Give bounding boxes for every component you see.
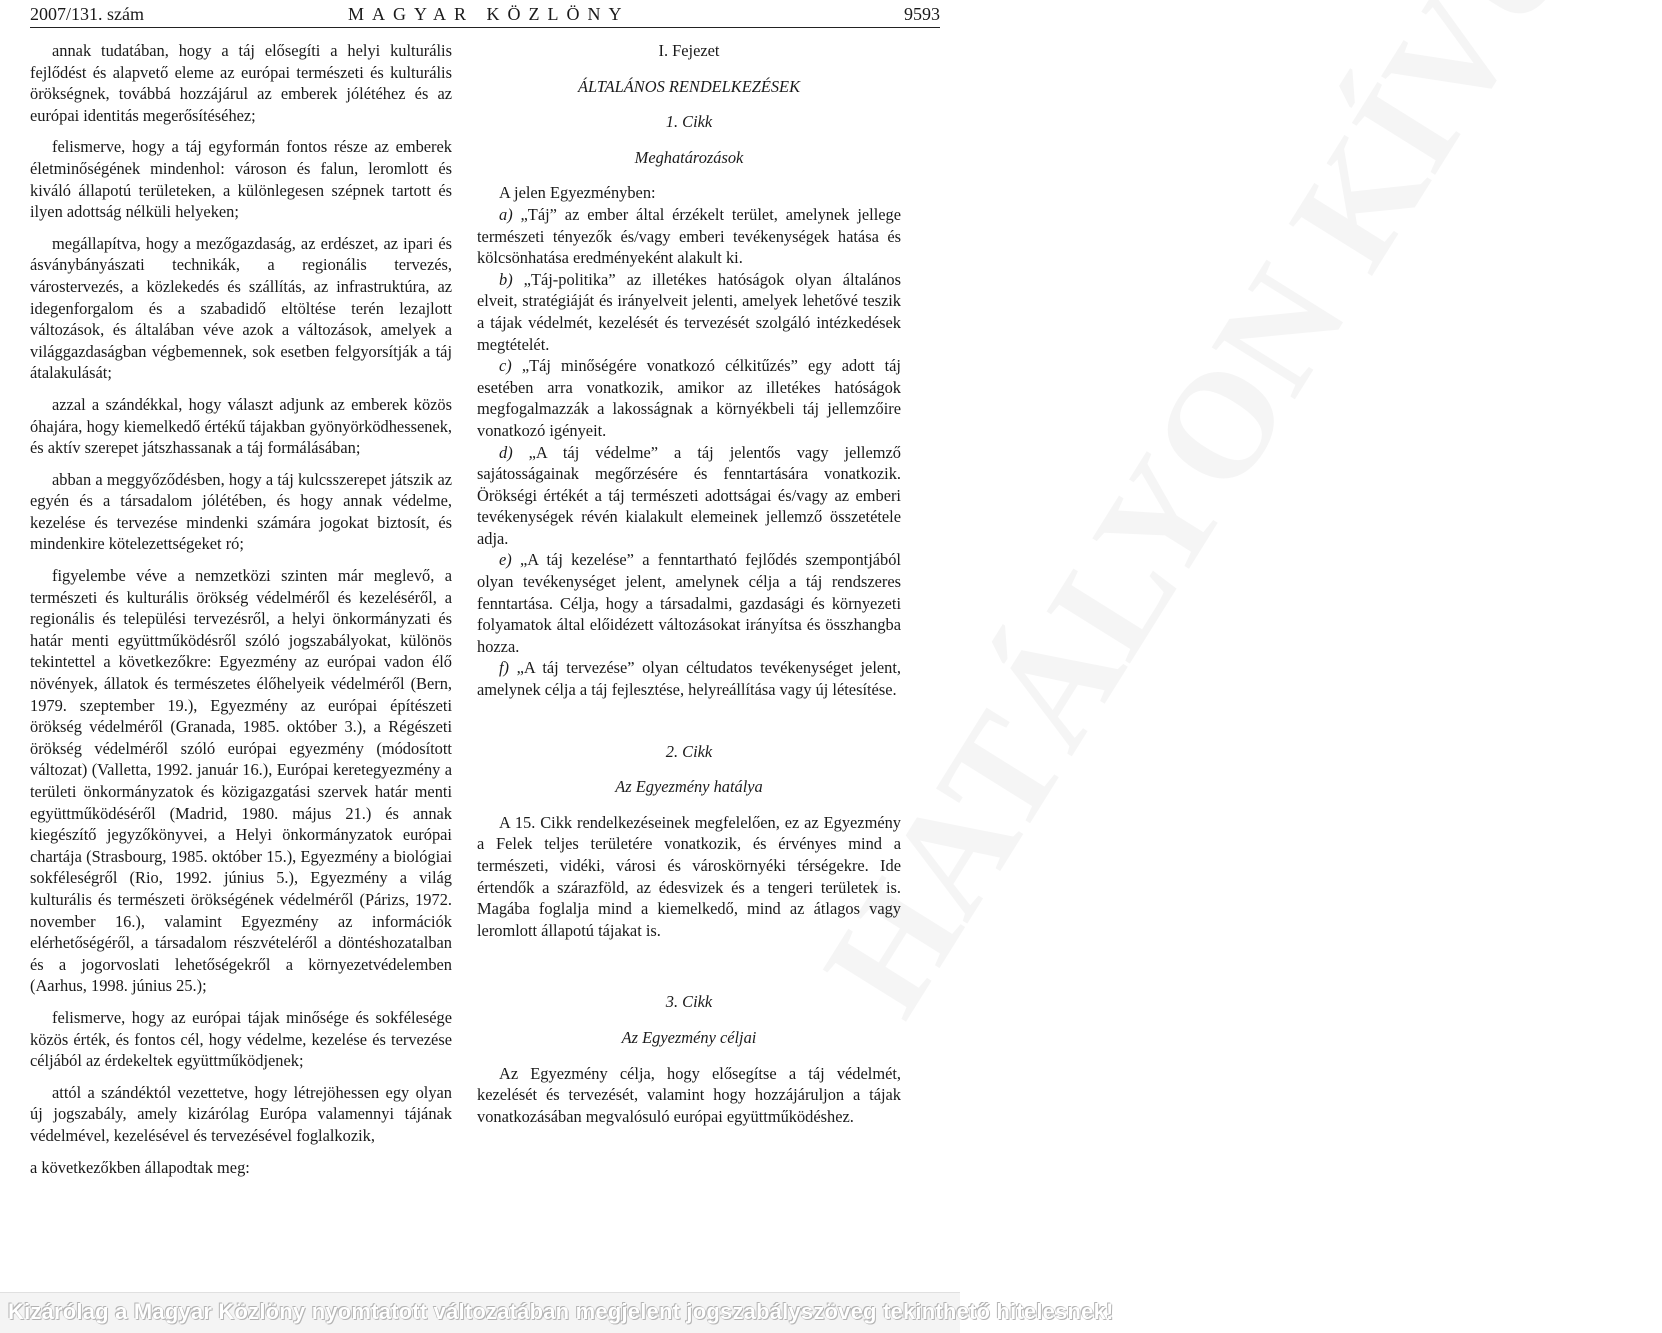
definition-f [477,657,901,700]
preamble-closing: a következőkben állapodtak meg: [30,1157,250,1177]
preamble-paragraph: felismerve, hogy a táj egyformán fontos része az emberek életminőségének mindenhol: városon és falun, leromlott és kiváló állapotú területeken, a különlegesen szépnek tartott és ilyen adottság nélküli helyeken; [30,137,452,222]
article-2-heading: 2. Cikk [665,741,713,761]
definition-letter: d) [499,442,513,462]
preamble-paragraph: figyelembe véve a nemzetközi szinten már meglevő, a természeti és kulturális örökség védelméről és kezeléséről, a regionális és települési tervezésről, a helyi önkormányzati és határ menti együttműködésről szóló jogszabályokat, különös tekintettel a következőkre: Egyezmény az európai vadon élő növények, állatok és természetes élőhelyeik védelméről (Bern, 1979. szeptember 19.), Egyezmény az európai építészeti örökség védelméről (Granada, 1985. október 3.), a Régészeti örökség védelméről szóló európai egyezmény (módosított változat) (Valletta, 1992. január 16.), Európai keretegyezmény a területi önkormányzatok és közigazgatási szervek határ menti együttműködéséről (Madrid, 1980. május 21.) és annak kiegészítő jegyzőkönyvei, a Helyi önkormányzatok európai chartája (Strasbourg, 1985. október 15.), Egyezmény a biológiai sokféleségről (Rio, 1992. június 5.), Egyezmény a világ kulturális és természeti örökségének védelméről (Párizs, 1972. november 16.), valamint Egyezmény az információk elérhetőségéről, a társadalom részvételéről a döntéshozatalban és a jogorvoslati lehetőségekről a környezetvédelemben (Aarhus, 1998. június 25.); [30,566,452,996]
definition-e [477,549,901,657]
article-3-text: Az Egyezmény célja, hogy elősegítse a táj védelmét, kezelését és tervezését, valamint hogy hozzájáruljon a tájak vonatkozásában megvalósuló európai együttműködéshez. [477,1063,901,1126]
definition-text: „A táj védelme” a táj jelentős vagy jellemző sajátosságainak megőrzésére és fenntartására vonatkozik. Örökségi értékét a táj természeti adottságai és/vagy az emberi tevékenységek révén kialakult elemeinek jellemző összetétele adja. [477,442,901,548]
right-column [477,40,901,1137]
definition-b [477,269,901,355]
definition-letter: b) [499,269,513,289]
article-1-heading: 1. Cikk [665,112,713,132]
chapter-heading: I. Fejezet [658,41,720,60]
definition-text: „Táj minőségére vonatkozó célkitűzés” egy adott táj esetében arra vonatkozik, amikor az illetékes hatóságok megfogalmazzák a lakosságnak a környékbeli táj jellemzőire vonatkozó igényeit. [477,356,901,440]
definition-letter: c) [499,356,512,376]
article-2-text: A 15. Cikk rendelkezéseinek megfelelően, ez az Egyezmény a Felek teljes területére vonatkozik, és érvényes mind a természeti, vidéki, városi és városkörnyéki térségekre. Ide értendők a szárazföld, az édesvizek és a tengeri területek is. Magába foglalja mind a kiemelkedő, mind az átlagos vagy leromlott állapotú tájakat is. [477,812,901,940]
chapter-title: ÁLTALÁNOS RENDELKEZÉSEK [577,76,801,96]
definition-text: „Táj” az ember által érzékelt terület, amelynek jellege természeti tényezők és/vagy emberi tevékenységek hatása és kölcsönhatása eredményeként alakult ki. [477,204,901,268]
definition-text: „A táj tervezése” olyan céltudatos tevékenységet jelent, amelynek célja a táj fejlesztése, helyreállítása vagy új létesítése. [477,658,901,700]
article-2-title: Az Egyezmény hatálya [615,777,763,797]
article-1-title: Meghatározások [634,147,744,167]
definition-letter: a) [499,204,513,224]
watermark-text: Kizárólag a Magyar Közlöny nyomtatott változatában megjelent jogszabályszöveg tekinthető hitelesnek! [8,1299,1114,1324]
authenticity-watermark [0,1292,1114,1333]
page-header [30,2,940,26]
definition-text: „A táj kezelése” a fenntartható fejlődés szempontjából olyan tevékenységet jelent, amelynek célja a táj rendszeres fenntartása. Célja, hogy a társadalmi, gazdasági és környezeti folyamatok által előidézett változásokat irányítsa és összhangba hozza. [477,550,901,656]
preamble-paragraph: felismerve, hogy az európai tájak minősége és sokfélesége közös érték, és fontos cél, hogy védelme, kezelése és tervezése céljából az érdekeltek együttműködjenek; [30,1007,452,1071]
journal-title: MAGYAR KÖZLÖNY [348,4,630,24]
preamble-paragraph: megállapítva, hogy a mezőgazdaság, az erdészet, az ipari és ásványbányászati technikák, a regionális tervezés, várostervezés, a közlekedés és szállítás, az infrastruktúra, az idegenforgalom és a szabadidő eltöltése terén lezajlott változások, és általában véve azok a változások, amelyek a világgazdaságban végbemennek, sok esetben felgyorsítják a táj átalakulását; [30,233,452,383]
preamble-paragraph: azzal a szándékkal, hogy választ adjunk az emberek közös óhajára, hogy kiemelkedő értékű tájakban gyönyörködhessenek, és aktív szerepet játszhassanak a táj formálásában; [30,394,452,458]
page-number: 9593 [904,4,940,24]
background-stamp [789,0,1661,1043]
header-rule [30,27,940,28]
definition-c [477,355,901,441]
definition-d [477,442,901,550]
issue-number: 2007/131. szám [30,4,144,24]
article-3-title: Az Egyezmény céljai [621,1027,757,1047]
article-1-intro: A jelen Egyezményben: [499,183,656,203]
preamble-paragraph: attól a szándéktól vezettetve, hogy létrejöhessen egy olyan új jogszabály, amely kizárólag Európa valamennyi tájának védelmével, kezelésével és tervezésével foglalkozik, [30,1082,452,1145]
definition-letter: f) [499,658,510,678]
preamble-paragraph: abban a meggyőződésben, hogy a táj kulcsszerepet játszik az egyén és a társadalom jólétében, és hogy annak védelme, kezelése és tervezése mindenki számára jogokat biztosít, és mindenkire kötelezettségeket ró; [30,469,452,554]
preamble-paragraph: annak tudatában, hogy a táj elősegíti a helyi kulturális fejlődést és alapvető eleme az európai természeti és kulturális örökségnek, továbbá hozzájárul az emberek jólétéhez és az európai identitás megerősítéséhez; [30,41,452,125]
definition-a [477,204,901,269]
article-3-heading: 3. Cikk [665,992,713,1012]
definition-text: „Táj-politika” az illetékes hatóságok olyan általános elveit, stratégiáját és irányelveit jelenti, amelyek lehetővé teszik a tájak védelmét, kezelését és tervezését szolgáló intézkedések megtételét. [477,269,901,354]
left-column [30,40,452,1188]
definition-letter: e) [499,550,512,570]
